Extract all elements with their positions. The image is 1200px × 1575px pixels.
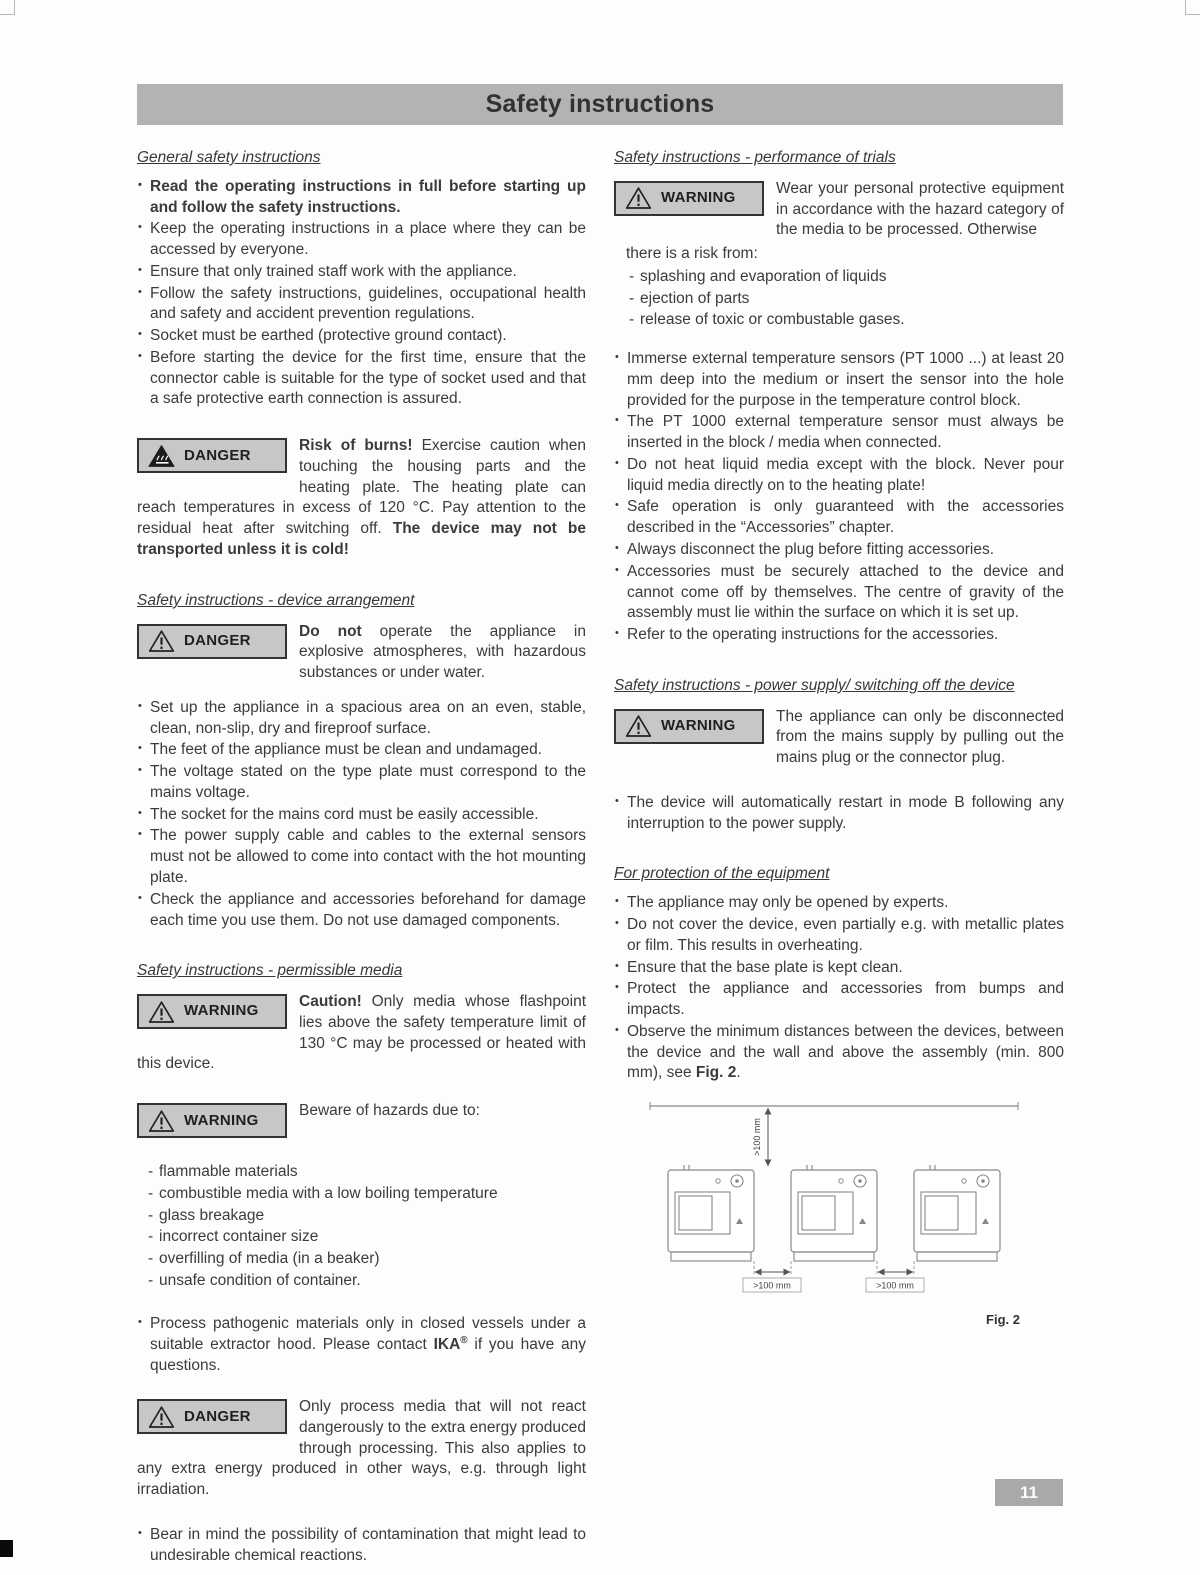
figure-caption: Fig. 2 [986, 1311, 1020, 1327]
pathogenic-text-1: Process pathogenic materials only in closed vessels under a suitable extractor hood. Please contact [150, 1314, 586, 1354]
observe-text-1: Observe the minimum distances between the devices, between the device and the wall and above the assembly (min. 800 mm), see [627, 1022, 1064, 1082]
burns-text: Exercise caution when touching the housing parts and the heating plate. The heating plate can reach temperatures in excess of 120 °C. Pay attention to the residual heat after switching off. [137, 437, 587, 538]
warning-label: WARNING [661, 189, 736, 207]
list-item: • Always disconnect the plug before fitting accessories. [614, 540, 1064, 561]
trials-bullet-list [614, 349, 1064, 646]
ika-brand: IKA [433, 1336, 461, 1354]
warning-box-ppe [614, 181, 764, 216]
list-item: - incorrect container size [145, 1227, 586, 1248]
list-item: • Ensure that the base plate is kept clean. [614, 958, 1064, 979]
list-item: • Check the appliance and accessories beforehand for damage each time you use them. Do not use damaged components. [137, 890, 586, 932]
bullet-pathogenic [137, 1314, 586, 1377]
print-registration-mark [0, 1540, 13, 1557]
list-item: • Follow the safety instructions, guidelines, occupational health and safety and accident prevention regulations. [137, 284, 586, 326]
list-item: • The feet of the appliance must be clean and undamaged. [137, 740, 586, 761]
page-header [137, 84, 1063, 125]
heading-device-arrangement: Safety instructions - device arrangement [137, 591, 415, 609]
figure-2-drawing [648, 1100, 1020, 1300]
warning-hazards-paragraph [137, 1101, 586, 1129]
list-item: - overfilling of media (in a beaker) [145, 1249, 586, 1270]
list-item: - release of toxic or combustable gases. [626, 310, 1064, 331]
danger-label: DANGER [184, 1407, 251, 1425]
pathogenic-text-2: if you have any questions. [150, 1336, 586, 1375]
right-column [614, 146, 1064, 1328]
danger-arrangement-paragraph [137, 622, 586, 684]
figure-reference: Fig. 2 [695, 1064, 737, 1082]
arrangement-bold-lead: Do not [299, 622, 362, 640]
danger-box-energy [137, 1399, 287, 1434]
danger-box-burns [137, 438, 287, 473]
heading-protection-of-equipment: For protection of the equipment [614, 865, 830, 883]
list-item: • Socket must be earthed (protective ground contact). [137, 326, 586, 347]
figure-gap-distance-label: >100 mm [753, 1280, 791, 1291]
crop-mark-top-left-icon [0, 0, 15, 15]
list-item: - splashing and evaporation of liquids [626, 267, 1064, 288]
energy-text: Only process media that will not react dangerously to the extra energy produced through processing. This also applies to any extra energy produced in other ways, e.g. through light irradiation. [137, 1398, 586, 1499]
warning-triangle-icon [625, 714, 652, 738]
list-item: - ejection of parts [626, 289, 1064, 310]
figure-2 [648, 1100, 1020, 1307]
list-item: • Immerse external temperature sensors (PT 1000 ...) at least 20 mm deep into the medium or insert the sensor into the hole provided for the purpose in the temperature control block. [614, 349, 1064, 411]
list-item: • Do not cover the device, even partially e.g. with metallic plates or film. This results in overheating. [614, 915, 1064, 957]
bullet-observe-distances [614, 1022, 1064, 1084]
danger-label: DANGER [184, 446, 251, 464]
bullet-read-instructions: • Read the operating instructions in full before starting up and follow the safety instructions. [137, 177, 586, 219]
burns-bold-lead: Risk of burns! [299, 437, 413, 455]
heading-general-safety: General safety instructions [137, 149, 321, 166]
warning-triangle-icon [148, 1109, 175, 1133]
bullet-contamination: • Bear in mind the possibility of contamination that might lead to undesirable chemical reactions. [137, 1525, 586, 1567]
power-text: The appliance can only be disconnected from the mains supply by pulling out the mains plug or the connector plug. [776, 707, 1064, 767]
arrangement-text: operate the appliance in explosive atmospheres, with hazardous substances or under water. [299, 622, 586, 682]
list-item: • Ensure that only trained staff work with the appliance. [137, 262, 586, 283]
bullet-restart-mode-b: • The device will automatically restart in mode B following any interruption to the power supply. [614, 793, 1064, 835]
risk-dash-list [626, 267, 1064, 331]
observe-text-2: . [736, 1064, 741, 1082]
list-item: • The appliance may only be opened by experts. [614, 893, 1064, 914]
warning-box-caution [137, 994, 287, 1029]
figure-gap-distance-label: >100 mm [876, 1280, 914, 1291]
figure-top-distance-label: >100 mm [752, 1118, 762, 1156]
danger-label: DANGER [184, 632, 251, 649]
warning-ppe-paragraph [614, 179, 1064, 331]
list-item: • The voltage stated on the type plate must correspond to the mains voltage. [137, 762, 586, 804]
list-item: - flammable materials [145, 1162, 586, 1183]
list-item: • The socket for the mains cord must be easily accessible. [137, 805, 586, 826]
list-item: • The power supply cable and cables to the external sensors must not be allowed to come into contact with the hot mounting plate. [137, 826, 586, 888]
list-item: • Keep the operating instructions in a place where they can be accessed by everyone. [137, 219, 586, 261]
registered-trademark-symbol: ® [460, 1335, 468, 1347]
crop-mark-top-right-icon [1185, 0, 1200, 15]
burns-bold-tail: The device may not be transported unless it is cold! [137, 520, 586, 559]
warning-label: WARNING [184, 1002, 259, 1020]
list-item: - unsafe condition of container. [145, 1271, 586, 1292]
protection-bullet-list [614, 893, 1064, 1021]
warning-power-paragraph [614, 707, 1064, 769]
hazards-dash-list [145, 1162, 586, 1292]
list-item: • Accessories must be securely attached to the device and cannot come off by themselves. The centre of gravity of the assembly must lie within the surface on which it is set up. [614, 562, 1064, 624]
warning-triangle-icon [148, 629, 175, 653]
heading-permissible-media: Safety instructions - permissible media [137, 962, 403, 980]
risk-intro-text: there is a risk from: [626, 245, 758, 263]
caution-bold-lead: Caution! [299, 993, 362, 1011]
list-item: • Protect the appliance and accessories from bumps and impacts. [614, 979, 1064, 1021]
list-item: - glass breakage [145, 1206, 586, 1227]
warning-triangle-icon [625, 186, 652, 210]
ppe-text: Wear your personal protective equipment in accordance with the hazard category of the media to be processed. Otherwise [776, 179, 1064, 239]
hot-surface-danger-icon [148, 444, 175, 468]
list-item: • Before starting the device for the first time, ensure that the connector cable is suitable for the type of socket used and that a safe protective earth connection is assured. [137, 348, 586, 410]
danger-energy-paragraph [137, 1397, 586, 1501]
warning-triangle-icon [148, 1000, 175, 1024]
warning-triangle-icon [148, 1405, 175, 1429]
list-item: • Safe operation is only guaranteed with the accessories described in the “Accessories” chapter. [614, 497, 1064, 539]
danger-burns-paragraph [137, 436, 586, 561]
arrangement-bullet-list [137, 698, 586, 931]
list-item: • Refer to the operating instructions for the accessories. [614, 625, 1064, 646]
list-item: • Set up the appliance in a spacious area on an even, stable, clean, non-slip, dry and fireproof surface. [137, 698, 586, 740]
general-bullet-list [137, 219, 586, 410]
heading-power-supply: Safety instructions - power supply/ switching off the device [614, 676, 1015, 694]
heading-performance-of-trials: Safety instructions - performance of trials [614, 149, 896, 166]
list-item: • Do not heat liquid media except with the block. Never pour liquid media directly on to the heating plate! [614, 455, 1064, 497]
list-item: • The PT 1000 external temperature sensor must always be inserted in the block / media when connected. [614, 412, 1064, 454]
warning-box-power [614, 709, 764, 744]
page-number-badge: 11 [995, 1479, 1063, 1506]
hazards-intro-text: Beware of hazards due to: [299, 1102, 480, 1120]
warning-caution-paragraph [137, 992, 586, 1075]
warning-label: WARNING [661, 717, 736, 735]
list-item: - combustible media with a low boiling temperature [145, 1184, 586, 1205]
left-column [137, 146, 586, 1568]
warning-label: WARNING [184, 1111, 259, 1129]
danger-box-arrangement [137, 624, 287, 659]
caution-text: Only media whose flashpoint lies above the safety temperature limit of 130 °C may be processed or heated with this device. [137, 993, 586, 1073]
page-title: Safety instructions [485, 90, 715, 118]
warning-box-hazards [137, 1103, 287, 1138]
